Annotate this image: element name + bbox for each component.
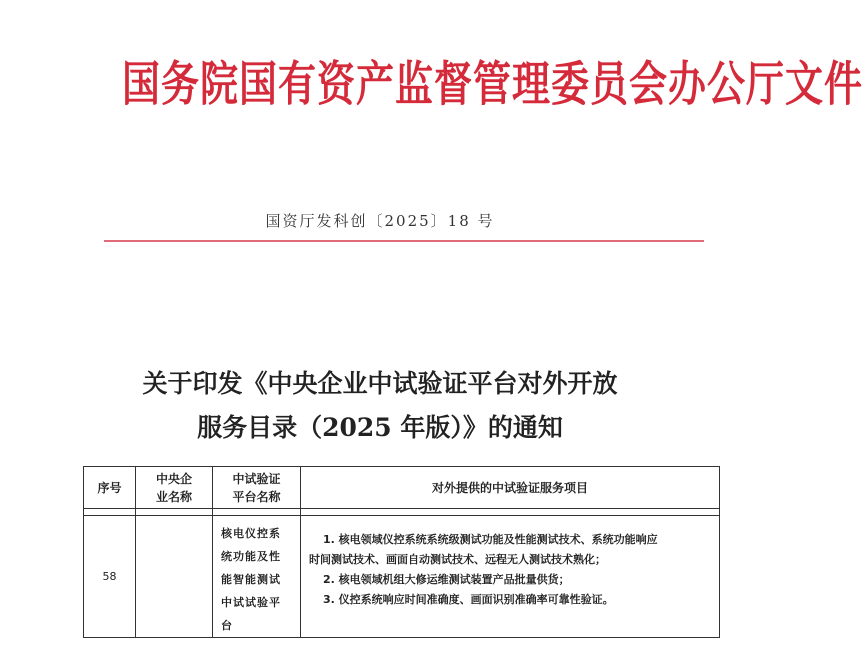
header-platform xyxy=(213,467,301,509)
gap-cell xyxy=(301,509,720,516)
header-enterprise xyxy=(136,467,213,509)
row-enterprise xyxy=(136,516,213,638)
row-services xyxy=(301,516,720,638)
row-seq: 58 xyxy=(84,516,136,638)
header-enterprise-line-2: 业名称 xyxy=(155,489,192,504)
platform-line: 台 xyxy=(221,619,233,632)
table-row xyxy=(84,516,720,638)
header-platform-line-2: 平台名称 xyxy=(232,489,281,504)
service-item: 2. 核电领域机组大修运维测试装置产品批量供货； xyxy=(323,573,570,586)
service-item-continuation: 时间测试技术、画面自动测试技术、远程无人测试技术熟化； xyxy=(309,553,606,566)
header-enterprise-line-1: 中央企 xyxy=(155,471,192,486)
header-platform-line-1: 中试验证 xyxy=(232,471,281,486)
platform-line: 统功能及性 xyxy=(221,550,281,563)
service-item: 3. 仪控系统响应时间准确度、画面识别准确率可靠性验证。 xyxy=(323,593,614,606)
platform-line: 核电仪控系 xyxy=(221,527,281,540)
document-number: 国资厅发科创〔2025〕18 号 xyxy=(265,212,495,230)
issuer-masthead: 国务院国有资产监督管理委员会办公厅文件 xyxy=(122,56,863,112)
gap-cell xyxy=(84,509,136,516)
platform-line: 能智能测试 xyxy=(221,573,281,586)
header-services: 对外提供的中试验证服务项目 xyxy=(301,467,720,509)
gap-cell xyxy=(136,509,213,516)
notice-title-line-2: 服务目录（2025 年版）》的通知 xyxy=(197,413,563,442)
service-item: 1. 核电领域仪控系统系统级测试功能及性能测试技术、系统功能响应 xyxy=(323,533,658,546)
platform-line: 中试试验平 xyxy=(221,596,281,609)
gap-cell xyxy=(213,509,301,516)
red-divider-line xyxy=(104,240,704,242)
service-catalog-table xyxy=(83,466,720,638)
header-seq: 序号 xyxy=(84,467,136,509)
table-gap-row xyxy=(84,509,720,516)
row-platform xyxy=(213,516,301,638)
notice-title-line-1: 关于印发《中央企业中试验证平台对外开放 xyxy=(142,369,618,398)
table-header-row xyxy=(84,467,720,509)
